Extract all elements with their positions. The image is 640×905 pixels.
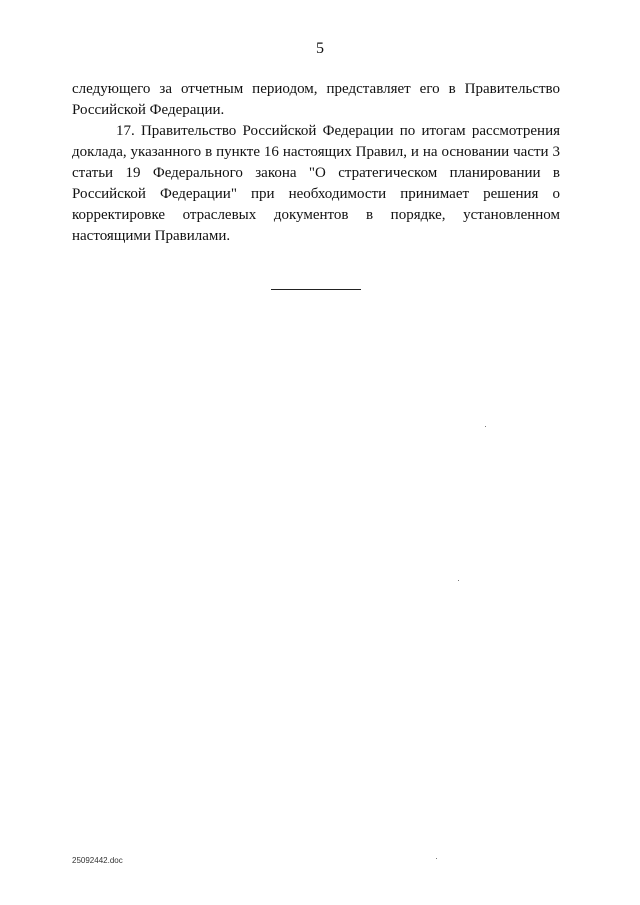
paragraph-17: 17. Правительство Российской Федерации по итогам рассмотрения доклада, указанного в пункте 16 настоящих Правил, и на основании части 3 статьи 19 Федерального закона "О стратегическом планировании в Российской Федерации" при необходимости принимает решения о корректировке отраслевых документов в порядке, установленном настоящими Правилами.: [72, 123, 560, 244]
end-separator-line: [271, 289, 361, 290]
footer-file-code: 25092442.doc: [72, 856, 123, 865]
page-number: 5: [316, 40, 324, 57]
continuation-paragraph: следующего за отчетным периодом, представляет его в Правительство Российской Федерации.: [72, 81, 560, 118]
scan-speck: [458, 580, 459, 581]
document-body: [72, 79, 560, 247]
scan-speck: [436, 858, 437, 859]
scan-speck: [485, 426, 486, 427]
